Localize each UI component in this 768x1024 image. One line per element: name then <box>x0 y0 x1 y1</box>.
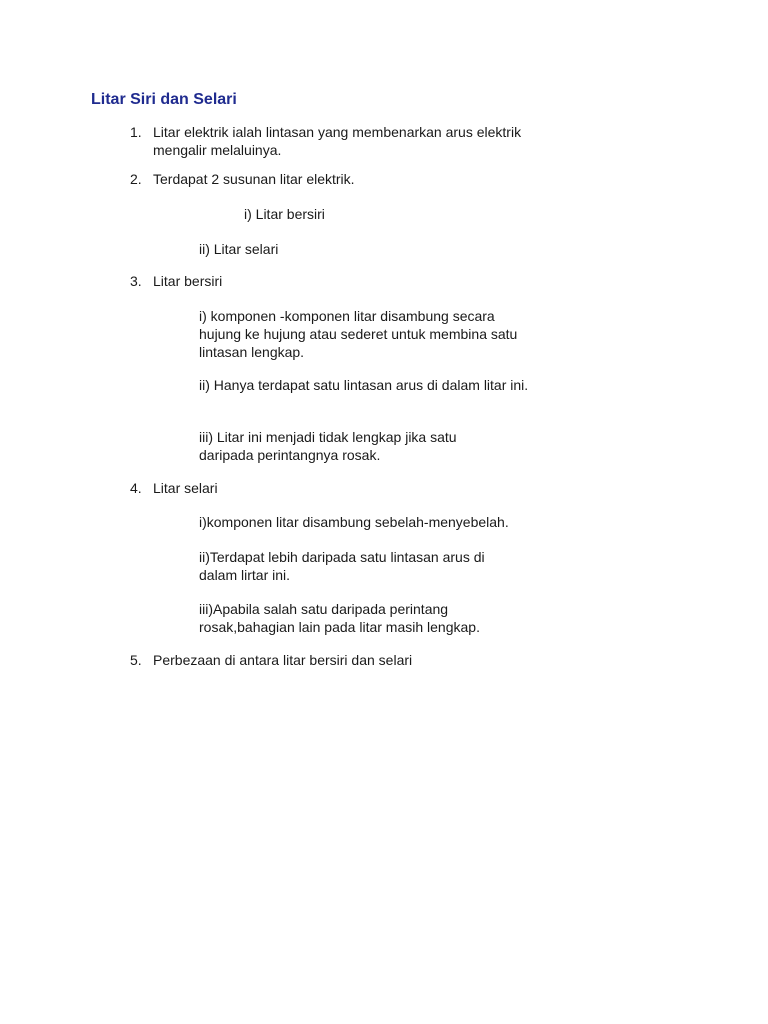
item-5-text: Perbezaan di antara litar bersiri dan selari <box>153 652 413 668</box>
item-3-subitem-3: iii) Litar ini menjadi tidak lengkap jika satu daripada perintangnya rosak. <box>199 429 457 463</box>
item-3-number: 3. <box>130 273 142 289</box>
item-2-subitem-2: ii) Litar selari <box>199 241 279 257</box>
item-4-subitem-3: iii)Apabila salah satu daripada perintang rosak,bahagian lain pada litar masih lengkap. <box>199 601 480 635</box>
item-3-subitem-2: ii) Hanya terdapat satu lintasan arus di dalam litar ini. <box>199 377 529 393</box>
item-4-subitem-1: i)komponen litar disambung sebelah-menyebelah. <box>199 514 509 530</box>
item-1-text: Litar elektrik ialah lintasan yang membenarkan arus elektrik mengalir melaluinya. <box>153 124 522 158</box>
item-4-subitem-2: ii)Terdapat lebih daripada satu lintasan arus di dalam lirtar ini. <box>199 549 485 583</box>
item-4-number: 4. <box>130 480 142 496</box>
item-2-text: Terdapat 2 susunan litar elektrik. <box>153 171 355 187</box>
item-1-number: 1. <box>130 124 142 140</box>
document-title: Litar Siri dan Selari <box>91 91 237 108</box>
item-4-text: Litar selari <box>153 480 218 496</box>
item-2-subitem-1: i) Litar bersiri <box>244 206 325 222</box>
item-5-number: 5. <box>130 652 142 668</box>
item-2-number: 2. <box>130 171 142 187</box>
item-3-text: Litar bersiri <box>153 273 223 289</box>
item-3-subitem-1: i) komponen -komponen litar disambung secara hujung ke hujung atau sederet untuk membina satu lintasan lengkap. <box>199 308 518 360</box>
